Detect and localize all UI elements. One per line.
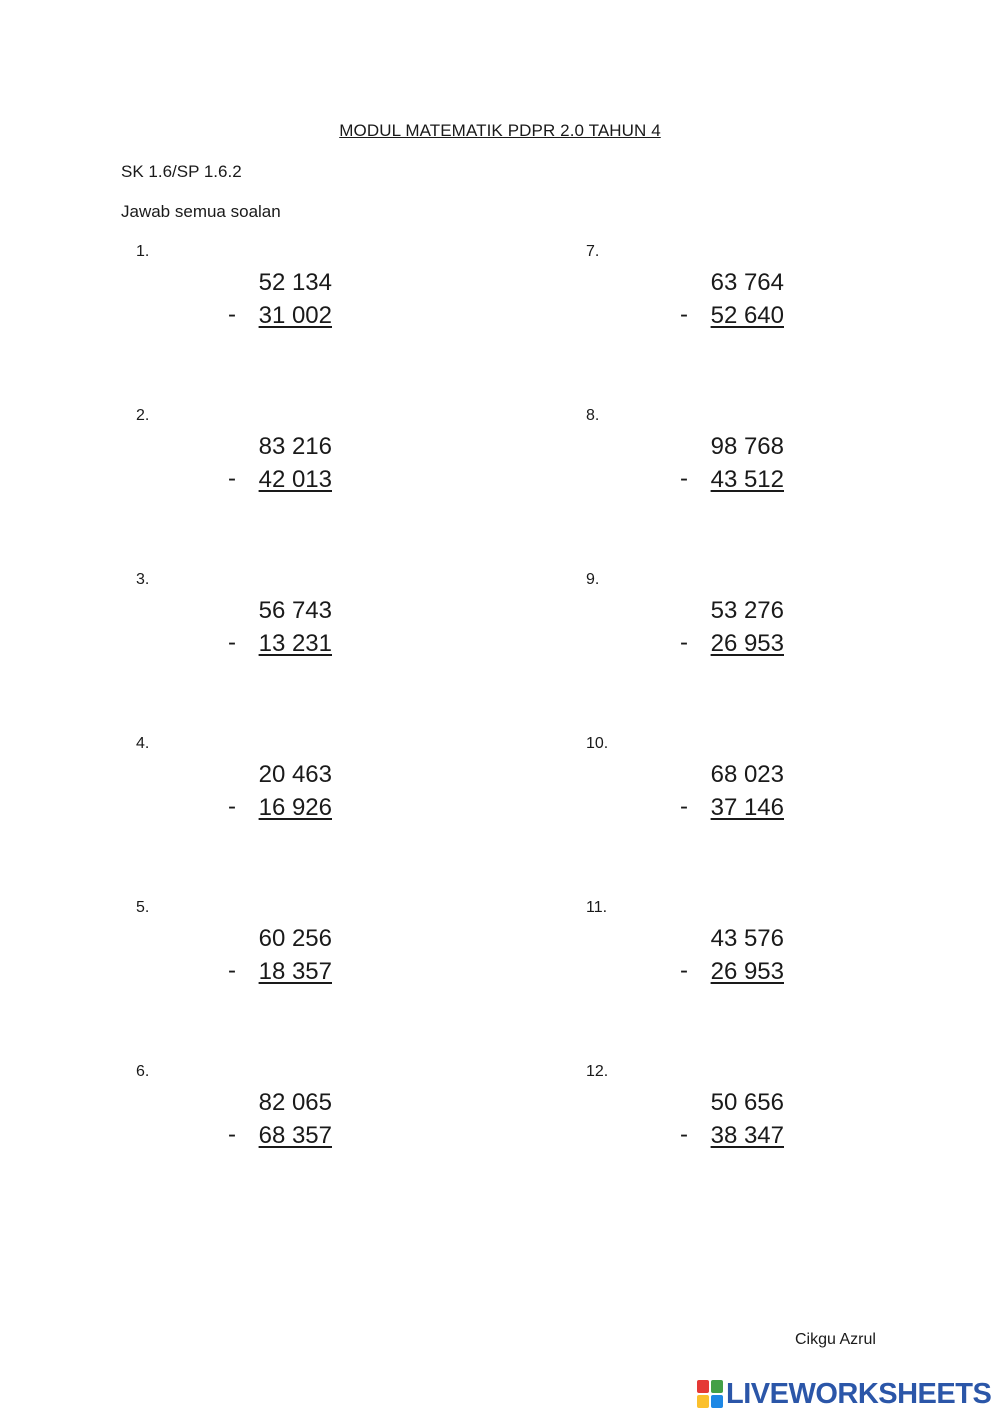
subtrahend: 26 953 [710,958,784,985]
question-number: 3. [136,571,150,588]
question-3 [122,571,522,691]
minuend: 56 743 [258,597,332,624]
logo-block-green [711,1380,723,1393]
subtrahend: 43 512 [710,466,784,493]
question-number: 12. [586,1063,609,1080]
question-number: 9. [586,571,600,588]
question-7 [580,243,980,363]
question-number: 11. [586,899,608,916]
minuend: 82 065 [258,1089,332,1116]
author-name: Cikgu Azrul [795,1331,876,1348]
liveworksheets-brand[interactable] [697,1376,991,1412]
question-2 [122,407,522,527]
brand-text: LIVEWORKSHEETS [726,1377,992,1410]
question-number: 1. [136,243,150,260]
question-number: 4. [136,735,150,752]
minuend: 53 276 [710,597,784,624]
minuend: 60 256 [258,925,332,952]
question-number: 5. [136,899,150,916]
page-title: MODUL MATEMATIK PDPR 2.0 TAHUN 4 [339,121,661,140]
minuend: 20 463 [258,761,332,788]
question-number: 8. [586,407,600,424]
subtrahend: 31 002 [258,302,332,329]
question-12 [580,1063,980,1183]
question-5 [122,899,522,1019]
minus-sign: - [680,465,688,492]
question-8 [580,407,980,527]
subtrahend: 68 357 [258,1122,332,1149]
question-number: 7. [586,243,600,260]
question-10 [580,735,980,855]
minus-sign: - [228,1121,236,1148]
question-number: 2. [136,407,150,424]
question-6 [122,1063,522,1183]
minus-sign: - [228,629,236,656]
minuend: 63 764 [710,269,784,296]
question-number: 10. [586,735,609,752]
minus-sign: - [680,629,688,656]
subtrahend: 42 013 [258,466,332,493]
question-number: 6. [136,1063,150,1080]
subtrahend: 18 357 [258,958,332,985]
minus-sign: - [680,301,688,328]
minuend: 83 216 [258,433,332,460]
minuend: 98 768 [710,433,784,460]
minuend: 43 576 [710,925,784,952]
liveworksheets-logo-icon [697,1380,723,1408]
minus-sign: - [228,957,236,984]
minus-sign: - [680,793,688,820]
logo-block-blue [711,1395,723,1408]
module-code: SK 1.6/SP 1.6.2 [121,162,242,181]
instruction-text: Jawab semua soalan [121,202,281,221]
subtrahend: 38 347 [710,1122,784,1149]
minuend: 50 656 [710,1089,784,1116]
minuend: 68 023 [710,761,784,788]
logo-block-red [697,1380,709,1393]
minus-sign: - [228,793,236,820]
subtrahend: 37 146 [710,794,784,821]
minus-sign: - [228,301,236,328]
minuend: 52 134 [258,269,332,296]
subtrahend: 13 231 [258,630,332,657]
question-9 [580,571,980,691]
subtrahend: 52 640 [710,302,784,329]
question-11 [580,899,980,1019]
minus-sign: - [680,957,688,984]
logo-block-yellow [697,1395,709,1408]
subtrahend: 16 926 [258,794,332,821]
minus-sign: - [680,1121,688,1148]
minus-sign: - [228,465,236,492]
subtrahend: 26 953 [710,630,784,657]
question-1 [122,243,522,363]
question-4 [122,735,522,855]
